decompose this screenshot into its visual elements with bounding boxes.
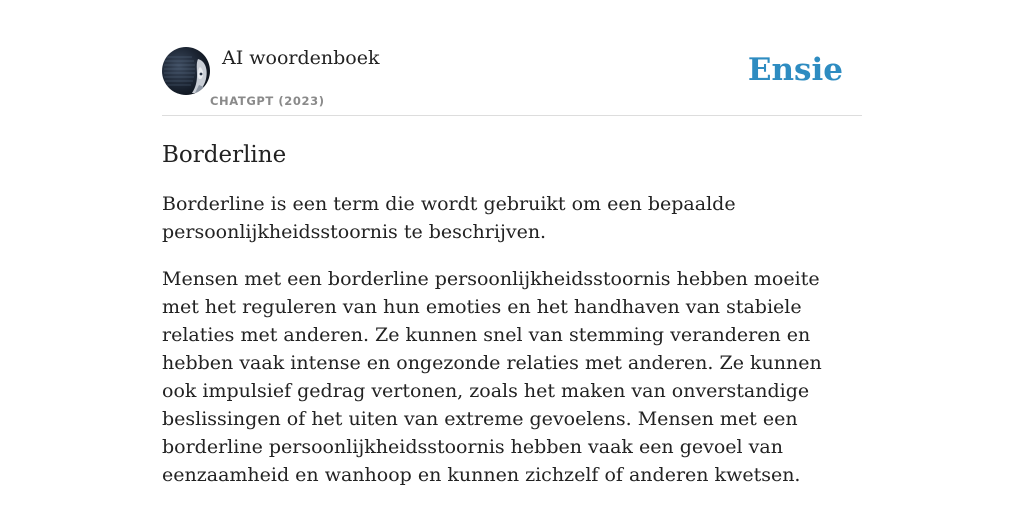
robot-portrait-icon	[162, 47, 210, 95]
entry-definition-paragraph: Mensen met een borderline persoonlijkheidsstoornis hebben moeite met het reguleren van hun emoties en het handhaven van stabiele relaties met anderen. Ze kunnen snel van stemming veranderen en hebben vaak intense en ongezonde relaties met anderen. Ze kunnen ook impulsief gedrag vertonen, zoals het maken van onverstandige beslissingen of het uiten van extreme gevoelens. Mensen met een borderline persoonlijkheidsstoornis hebben vaak een gevoel van eenzaamheid en wanhoop en kunnen zichzelf of anderen kwetsen.	[162, 268, 822, 486]
author-avatar[interactable]	[162, 47, 210, 95]
entry-header	[162, 46, 862, 116]
author-name[interactable]: AI woordenboek	[222, 47, 380, 69]
ensie-logo[interactable]: Ensie	[747, 52, 843, 88]
entry-card	[162, 46, 862, 489]
entry-definition-paragraph: Borderline is een term die wordt gebruikt om een bepaalde persoonlijkheidsstoornis te beschrijven.	[162, 193, 736, 243]
entry-term: Borderline	[162, 142, 287, 168]
source-label: CHATGPT (2023)	[210, 94, 325, 108]
